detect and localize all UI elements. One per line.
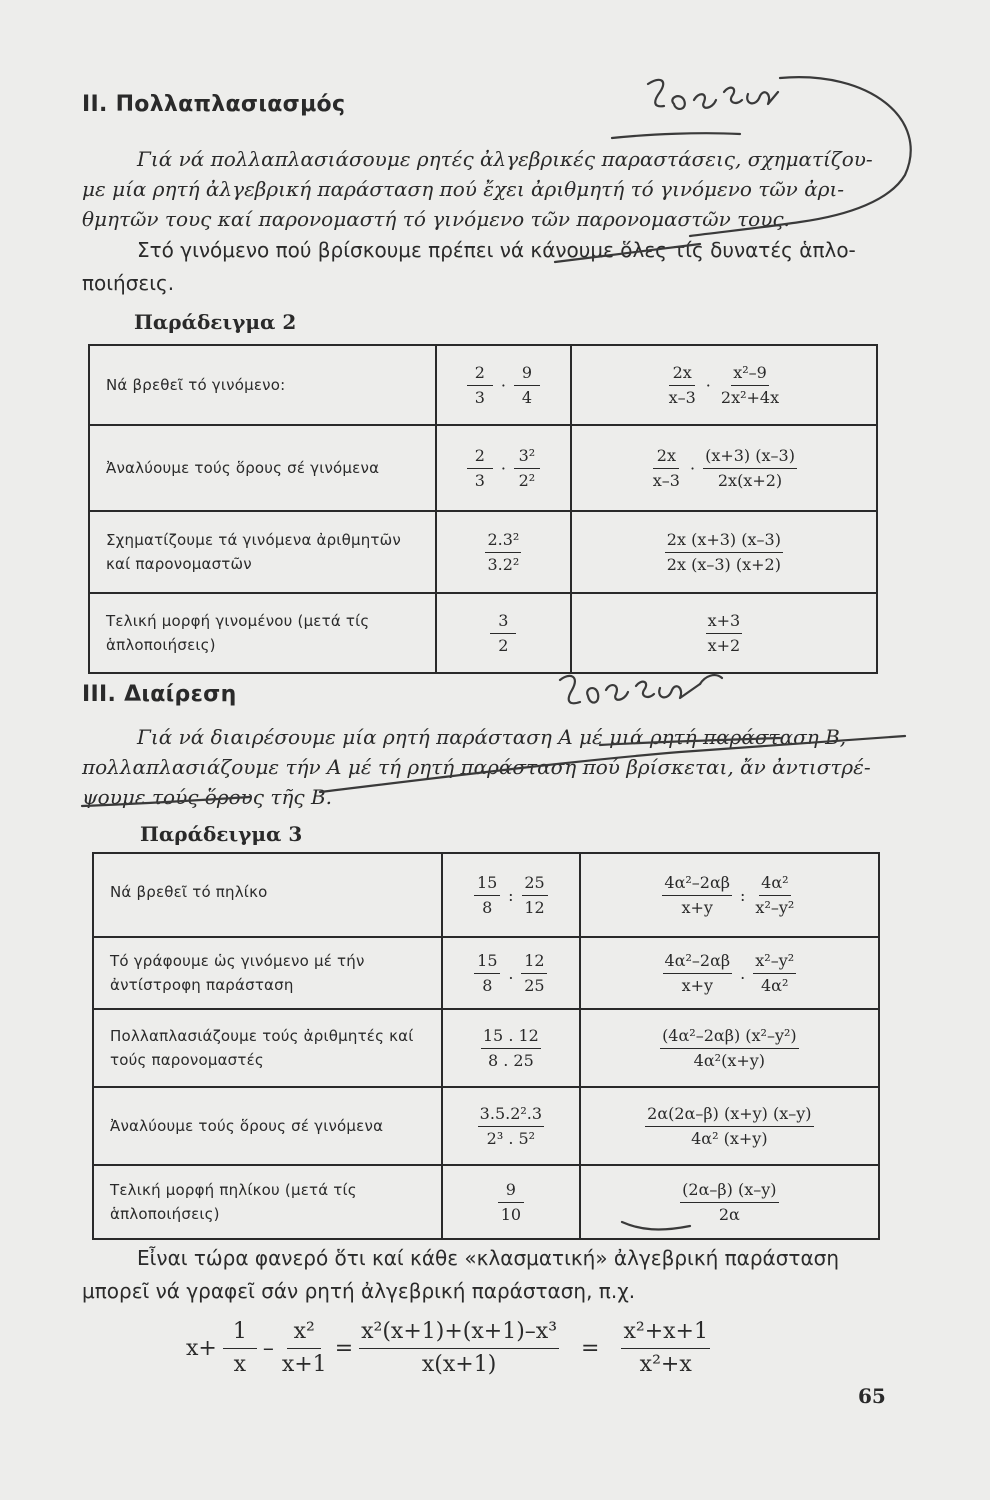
- fraction: $\frac{\text{4α²}}{\text{x²–y²}}$: [755, 872, 795, 917]
- fraction: $\frac{\text{x²–9}}{\text{2x²+4x}}$: [720, 362, 780, 407]
- note-line: Στό γινόμενο πού βρίσκουμε πρέπει νά κάνουμε ὅλες τίς δυνατές ἁπλο-: [137, 238, 856, 262]
- fraction: $\frac{\text{x²+x+1}}{\text{x²+x}}$: [623, 1319, 708, 1377]
- fraction: $\frac{\text{2.3²}}{\text{3.2²}}$: [487, 529, 520, 574]
- table-row: [89, 593, 877, 673]
- algebraic-cell: [571, 593, 877, 673]
- fraction: $\frac{2\alpha(2\alpha-\beta) (x+y) (x-y)}{\text{4α² (x+y)}}$: [647, 1103, 812, 1148]
- fraction: $\frac{15}{8}$: [474, 951, 500, 996]
- table-row: [93, 937, 879, 1009]
- fraction: $\frac{\text{3.5.2².3}}{\text{2³ . 5²}}$: [479, 1103, 543, 1148]
- numeric-cell: [442, 1009, 580, 1087]
- fraction: $\frac{9}{4}$: [514, 363, 540, 408]
- example-3-title: Παράδειγμα 3: [140, 822, 303, 846]
- formula-equals: =: [581, 1336, 600, 1361]
- example-3-table: [92, 852, 880, 1240]
- fraction: $\frac{12}{25}$: [521, 951, 547, 996]
- page-number: 65: [858, 1384, 886, 1408]
- numeric-cell: $\frac{2}{3}$ · $\frac{9}{4}$: [436, 345, 571, 425]
- row-label: Νά βρεθεῖ τό πηλίκο: [93, 853, 442, 937]
- rule-line: πολλαπλασιάζουμε τήν Α μέ τή ρητή παράσταση πού βρίσκεται, ἄν ἀντιστρέ-: [82, 755, 871, 779]
- closing-line: Εἶναι τώρα φανερό ὅτι καί κάθε «κλασματική» ἀλγεβρική παράσταση: [137, 1246, 839, 1270]
- fraction: $\frac{25}{12}$: [522, 873, 548, 918]
- table-row: [93, 1009, 879, 1087]
- row-label: Ἀναλύουμε τούς ὅρους σέ γινόμενα: [93, 1087, 442, 1165]
- note-line: ποιήσεις.: [82, 271, 175, 295]
- table-row: [89, 425, 877, 511]
- fraction: $\frac{\text{x²}}{x+1}$: [281, 1319, 327, 1377]
- multiplication-rule: [82, 144, 882, 234]
- numeric-cell: [442, 1087, 580, 1165]
- row-label: Ἀναλύουμε τούς ὅρους σέ γινόμενα: [89, 425, 436, 511]
- table-row: [93, 1087, 879, 1165]
- algebraic-cell: [580, 1165, 879, 1239]
- numeric-cell: [436, 511, 571, 593]
- curve-stroke-icon: [700, 675, 722, 684]
- division-rule: [82, 722, 890, 812]
- rule-line: ψουμε τούς ὅρους τῆς Β.: [82, 785, 333, 809]
- numeric-cell: $\frac{15}{8}$ . $\frac{12}{25}$: [442, 937, 580, 1009]
- fraction: $\frac{15 . 12}{8 . 25}$: [482, 1025, 539, 1070]
- fraction: $\frac{2x}{x-3}$: [652, 445, 680, 490]
- section-heading-multiplication: II. Πολλαπλασιασμός: [82, 92, 346, 117]
- handwriting-middle-icon: [560, 676, 700, 703]
- example-2-table: [88, 344, 878, 674]
- row-label: Τελική μορφή γινομένου (μετά τίς ἁπλοποιήσεις): [89, 593, 436, 673]
- table-row: [93, 1165, 879, 1239]
- simplification-note: [82, 234, 882, 300]
- fraction: $\frac{1}{x}$: [223, 1318, 257, 1379]
- fraction: $\frac{2x}{x-3}$: [668, 362, 696, 407]
- algebraic-cell: [580, 1087, 879, 1165]
- formula-equals: =: [334, 1336, 354, 1361]
- row-label: Νά βρεθεῖ τό γινόμενο:: [89, 345, 436, 425]
- row-label: Σχηματίζουμε τά γινόμενα ἀριθμητῶν καί παρονομαστῶν: [89, 511, 436, 593]
- fraction: $\frac{\text{3²}}{\text{2²}}$: [514, 446, 540, 491]
- algebraic-cell: $\frac{2x}{x-3}$ · $\frac{(x+3) (x-3)}{2x(x+2)}$: [571, 425, 877, 511]
- fraction: $\frac{\text{x²–y²}}{\text{4α²}}$: [755, 950, 795, 995]
- formula-operator: –: [262, 1336, 274, 1361]
- algebraic-cell: $\frac{2x}{x-3}$ · $\frac{\text{x²–9}}{\text{2x²+4x}}$: [571, 345, 877, 425]
- rule-line: Γιά νά πολλαπλασιάσουμε ρητές ἀλγεβρικές παραστάσεις, σχηματίζου-: [137, 147, 873, 171]
- handwriting-top-icon: [648, 80, 778, 109]
- row-label: Πολλαπλασιάζουμε τούς ἀριθμητές καί τούς παρονομαστές: [93, 1009, 442, 1087]
- algebraic-cell: $\frac{\text{4α²–2αβ}}{x+y}$ : $\frac{\text{4α²}}{\text{x²–y²}}$: [580, 853, 879, 937]
- table-row: [89, 511, 877, 593]
- fraction: $\frac{9}{10}$: [498, 1180, 524, 1225]
- fraction: $\frac{\text{(4α²–2αβ) (x²–y²)}}{\text{4α²(x+y)}}$: [662, 1025, 797, 1070]
- table-row: [89, 345, 877, 425]
- fraction: $\frac{\text{x²(x+1)+(x+1)–x³}}{x(x+1)}$: [361, 1319, 558, 1377]
- fraction: $\frac{(x+3) (x-3)}{2x(x+2)}$: [705, 445, 795, 490]
- fraction: $\frac{2}{3}$: [467, 446, 493, 491]
- table-row: [93, 853, 879, 937]
- fraction: $\frac{15}{8}$: [474, 873, 500, 918]
- fraction: $\frac{2x (x+3) (x-3)}{2x (x-3) (x+2)}$: [666, 529, 781, 574]
- fraction: $\frac{3}{2}$: [490, 611, 516, 656]
- algebraic-cell: [580, 1009, 879, 1087]
- fraction: $\frac{2}{3}$: [467, 363, 493, 408]
- rule-line: Γιά νά διαιρέσουμε μία ρητή παράσταση Α μέ μιά ρητή παράσταση Β,: [137, 725, 847, 749]
- fraction: $\frac{\text{4α²–2αβ}}{x+y}$: [664, 872, 731, 917]
- top-underline-icon: [612, 133, 740, 138]
- fraction: $\frac{x+3}{x+2}$: [707, 610, 741, 655]
- row-label: Τελική μορφή πηλίκου (μετά τίς ἁπλοποιήσεις): [93, 1165, 442, 1239]
- closing-line: μπορεῖ νά γραφεῖ σάν ρητή ἀλγεβρική παράσταση, π.χ.: [82, 1279, 636, 1303]
- fraction: $\frac{(2\alpha-\beta) (x-y)}{2\alpha}$: [682, 1179, 777, 1224]
- row-label: Τό γράφουμε ὡς γινόμενο μέ τήν ἀντίστροφη παράσταση: [93, 937, 442, 1009]
- numeric-cell: [436, 593, 571, 673]
- fraction: $\frac{\text{4α²–2αβ}}{x+y}$: [664, 950, 731, 995]
- numeric-cell: [442, 1165, 580, 1239]
- numeric-cell: $\frac{2}{3}$ · $\frac{\text{3²}}{\text{2²}}$: [436, 425, 571, 511]
- section-heading-division: III. Διαίρεση: [82, 682, 237, 707]
- rule-line: θμητῶν τους καί παρονομαστή τό γινόμενο τῶν παρονομαστῶν τους.: [82, 207, 790, 231]
- closing-example-formula: [180, 1318, 820, 1379]
- closing-paragraph: [82, 1242, 902, 1308]
- example-2-title: Παράδειγμα 2: [134, 310, 297, 334]
- rule-line: με μία ρητή ἀλγεβρική παράσταση πού ἔχει ἀριθμητή τό γινόμενο τῶν ἀρι-: [82, 177, 845, 201]
- algebraic-cell: $\frac{\text{4α²–2αβ}}{x+y}$ . $\frac{\text{x²–y²}}{\text{4α²}}$: [580, 937, 879, 1009]
- algebraic-cell: [571, 511, 877, 593]
- formula-lead: x+: [186, 1336, 217, 1361]
- numeric-cell: $\frac{15}{8}$ : $\frac{25}{12}$: [442, 853, 580, 937]
